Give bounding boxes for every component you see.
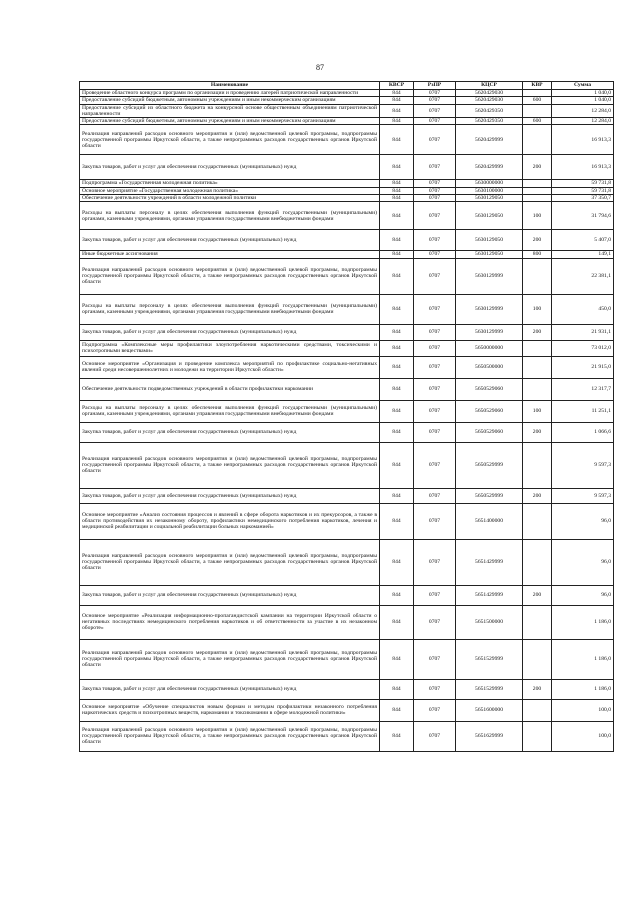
- cell-kcsr: 5630129050: [456, 230, 523, 251]
- cell-name: Основное мероприятие «Реализация информационно-пропагандистской кампании на территории Иркутской области о негативных последствиях немедицинского потребления наркотиков и об ответственности за участие в их незаконном обороте»: [80, 605, 380, 639]
- cell-name: Реализация направлений расходов основного мероприятия и (или) ведомственной целевой программы, подпрограммы государственной программы Иркутской области, а также непрограммных расходов государственных органов Иркутской области: [80, 721, 380, 751]
- table-row: [80, 294, 614, 324]
- cell-rzpr: 0707: [414, 294, 456, 324]
- cell-kcsr: 5651529999: [456, 639, 523, 679]
- cell-kvr: 200: [523, 422, 552, 442]
- table-row: [80, 639, 614, 679]
- cell-name: Расходы на выплаты персоналу в целях обеспечения выполнения функций государственными (муниципальными) органами, казенными учреждениями, органами управления государственными внебюджетными фондами: [80, 400, 380, 422]
- cell-sum: 22 381,1: [552, 258, 614, 294]
- cell-kvsr: 844: [380, 679, 414, 699]
- cell-rzpr: 0707: [414, 378, 456, 400]
- cell-name: Основное мероприятие «Организация и проведение комплекса мероприятий по профилактике социально-негативных явлений среди несовершеннолетних и молодежи на территории Иркутской области»: [80, 356, 380, 378]
- cell-kcsr: 5651629999: [456, 721, 523, 751]
- cell-kcsr: 5620429999: [456, 155, 523, 180]
- cell-kvsr: 844: [380, 340, 414, 356]
- cell-sum: 450,0: [552, 294, 614, 324]
- cell-kvsr: 844: [380, 155, 414, 180]
- cell-sum: 9 597,3: [552, 442, 614, 488]
- cell-rzpr: 0707: [414, 230, 456, 251]
- cell-name: Основное мероприятие «Государственная молодежная политика»: [80, 187, 380, 194]
- cell-kvsr: 844: [380, 585, 414, 605]
- cell-kvsr: 844: [380, 90, 414, 97]
- table-row: [80, 422, 614, 442]
- cell-sum: 12 284,0: [552, 118, 614, 125]
- cell-rzpr: 0707: [414, 180, 456, 187]
- cell-kvr: [523, 90, 552, 97]
- cell-kvr: 200: [523, 230, 552, 251]
- table-row: [80, 400, 614, 422]
- table-row: [80, 585, 614, 605]
- cell-sum: 96,0: [552, 539, 614, 585]
- cell-kvr: [523, 639, 552, 679]
- cell-sum: 149,1: [552, 251, 614, 258]
- table-row: [80, 356, 614, 378]
- cell-rzpr: 0707: [414, 721, 456, 751]
- cell-name: Предоставление субсидий бюджетным, автономным учреждениям и иным некоммерческим организациям: [80, 97, 380, 104]
- cell-kcsr: 5620429350: [456, 118, 523, 125]
- cell-kvr: [523, 605, 552, 639]
- table-row: [80, 90, 614, 97]
- cell-name: Закупка товаров, работ и услуг для обеспечения государственных (муниципальных) нужд: [80, 585, 380, 605]
- header-name: Наименование: [80, 82, 380, 90]
- cell-kcsr: 5650529060: [456, 400, 523, 422]
- cell-kvsr: 844: [380, 488, 414, 503]
- cell-kvr: 100: [523, 400, 552, 422]
- header-kvr: КВР: [523, 82, 552, 90]
- cell-sum: 12 317,7: [552, 378, 614, 400]
- cell-rzpr: 0707: [414, 324, 456, 340]
- cell-rzpr: 0707: [414, 104, 456, 118]
- cell-sum: 100,0: [552, 699, 614, 721]
- table-row: [80, 605, 614, 639]
- table-row: [80, 104, 614, 118]
- cell-rzpr: 0707: [414, 605, 456, 639]
- cell-sum: 1 186,0: [552, 639, 614, 679]
- cell-kcsr: 5651429999: [456, 585, 523, 605]
- header-rzpr: РзПР: [414, 82, 456, 90]
- cell-kcsr: 5651600000: [456, 699, 523, 721]
- cell-kcsr: 5630129999: [456, 324, 523, 340]
- cell-rzpr: 0707: [414, 679, 456, 699]
- cell-kcsr: 5650500000: [456, 356, 523, 378]
- table-header-row: [80, 82, 614, 90]
- cell-kvr: [523, 721, 552, 751]
- cell-kcsr: 5620429030: [456, 97, 523, 104]
- cell-kcsr: 5651429999: [456, 539, 523, 585]
- cell-name: Обеспечение деятельности учреждений в области молодежной политики: [80, 195, 380, 202]
- cell-kvr: 200: [523, 585, 552, 605]
- cell-kvr: [523, 104, 552, 118]
- cell-rzpr: 0707: [414, 155, 456, 180]
- cell-kvsr: 844: [380, 699, 414, 721]
- cell-kvsr: 844: [380, 605, 414, 639]
- cell-rzpr: 0707: [414, 118, 456, 125]
- cell-kvsr: 844: [380, 187, 414, 194]
- cell-kvr: [523, 503, 552, 539]
- cell-sum: 37 350,7: [552, 195, 614, 202]
- cell-kvr: [523, 258, 552, 294]
- cell-kvsr: 844: [380, 324, 414, 340]
- cell-rzpr: 0707: [414, 97, 456, 104]
- cell-kvr: [523, 180, 552, 187]
- cell-sum: 11 251,1: [552, 400, 614, 422]
- cell-kvsr: 844: [380, 378, 414, 400]
- cell-name: Расходы на выплаты персоналу в целях обеспечения выполнения функций государственными (муниципальными) органами, казенными учреждениями, органами управления государственными внебюджетными фондами: [80, 202, 380, 230]
- cell-name: Основное мероприятие «Анализ состояния процессов и явлений в сфере оборота наркотиков и их прекурсоров, а также в области противодействия их незаконному обороту, профилактики немедицинского потребления наркотиков, лечения и медицинской реабилитации и социальной реабилитации больных наркоманией»: [80, 503, 380, 539]
- cell-kvsr: 844: [380, 400, 414, 422]
- cell-rzpr: 0707: [414, 699, 456, 721]
- cell-rzpr: 0707: [414, 585, 456, 605]
- cell-kvr: [523, 378, 552, 400]
- cell-kcsr: 5651529999: [456, 679, 523, 699]
- cell-name: Подпрограмма «Государственная молодежная политика»: [80, 180, 380, 187]
- cell-rzpr: 0707: [414, 488, 456, 503]
- cell-rzpr: 0707: [414, 90, 456, 97]
- cell-rzpr: 0707: [414, 340, 456, 356]
- cell-kcsr: 5630100000: [456, 187, 523, 194]
- table-row: [80, 488, 614, 503]
- cell-kvr: 200: [523, 679, 552, 699]
- table-row: [80, 721, 614, 751]
- cell-name: Реализация направлений расходов основного мероприятия и (или) ведомственной целевой программы, подпрограммы государственной программы Иркутской области, а также непрограммных расходов государственных органов Иркутской области: [80, 639, 380, 679]
- cell-kvsr: 844: [380, 258, 414, 294]
- cell-name: Закупка товаров, работ и услуг для обеспечения государственных (муниципальных) нужд: [80, 679, 380, 699]
- table-row: [80, 202, 614, 230]
- table-row: [80, 539, 614, 585]
- cell-kvr: [523, 539, 552, 585]
- header-kcsr: КЦСР: [456, 82, 523, 90]
- cell-kcsr: 5630129999: [456, 258, 523, 294]
- cell-rzpr: 0707: [414, 503, 456, 539]
- cell-kcsr: 5650000000: [456, 340, 523, 356]
- cell-name: Реализация направлений расходов основного мероприятия и (или) ведомственной целевой программы, подпрограммы государственной программы Иркутской области, а также непрограммных расходов государственных органов Иркутской области: [80, 258, 380, 294]
- cell-name: Закупка товаров, работ и услуг для обеспечения государственных (муниципальных) нужд: [80, 422, 380, 442]
- cell-rzpr: 0707: [414, 539, 456, 585]
- cell-kvr: 800: [523, 251, 552, 258]
- cell-sum: 1 040,0: [552, 97, 614, 104]
- cell-rzpr: 0707: [414, 258, 456, 294]
- cell-sum: 100,0: [552, 721, 614, 751]
- cell-kvsr: 844: [380, 97, 414, 104]
- cell-sum: 1 040,0: [552, 90, 614, 97]
- cell-kcsr: 5651500000: [456, 605, 523, 639]
- cell-name: Реализация направлений расходов основного мероприятия и (или) ведомственной целевой программы, подпрограммы государственной программы Иркутской области, а также непрограммных расходов государственных органов Иркутской области: [80, 442, 380, 488]
- cell-kcsr: 5620429030: [456, 90, 523, 97]
- cell-kcsr: 5630129999: [456, 294, 523, 324]
- cell-kvsr: 844: [380, 503, 414, 539]
- cell-kvsr: 844: [380, 125, 414, 155]
- cell-rzpr: 0707: [414, 442, 456, 488]
- cell-name: Закупка товаров, работ и услуг для обеспечения государственных (муниципальных) нужд: [80, 230, 380, 251]
- cell-name: Иные бюджетные ассигнования: [80, 251, 380, 258]
- cell-name: Основное мероприятие «Обучение специалистов новым формам и методам профилактики незаконного потребления наркотических средств и психотропных веществ, наркомании и токсикомании в сфере молодежной политики»: [80, 699, 380, 721]
- cell-kvsr: 844: [380, 356, 414, 378]
- cell-kvsr: 844: [380, 251, 414, 258]
- table-row: [80, 324, 614, 340]
- table-row: [80, 195, 614, 202]
- header-sum: Сумма: [552, 82, 614, 90]
- cell-kvsr: 844: [380, 539, 414, 585]
- cell-kvr: [523, 356, 552, 378]
- cell-name: Предоставление субсидий бюджетным, автономным учреждениям и иным некоммерческим организациям: [80, 118, 380, 125]
- cell-kvr: 100: [523, 294, 552, 324]
- cell-kvr: [523, 340, 552, 356]
- cell-sum: 96,0: [552, 503, 614, 539]
- cell-name: Проведение областного конкурса программ по организации и проведению лагерей патриотической направленности: [80, 90, 380, 97]
- cell-sum: 16 913,3: [552, 125, 614, 155]
- table-row: [80, 699, 614, 721]
- cell-kvsr: 844: [380, 202, 414, 230]
- cell-sum: 21 931,1: [552, 324, 614, 340]
- page-number: 87: [316, 63, 324, 72]
- cell-rzpr: 0707: [414, 187, 456, 194]
- table-row: [80, 155, 614, 180]
- table-row: [80, 378, 614, 400]
- cell-kvsr: 844: [380, 294, 414, 324]
- cell-kvsr: 844: [380, 230, 414, 251]
- cell-sum: 12 284,0: [552, 104, 614, 118]
- cell-sum: 16 913,3: [552, 155, 614, 180]
- cell-name: Расходы на выплаты персоналу в целях обеспечения выполнения функций государственными (муниципальными) органами, казенными учреждениями, органами управления государственными внебюджетными фондами: [80, 294, 380, 324]
- table-body: [80, 90, 614, 752]
- cell-kcsr: 5651400000: [456, 503, 523, 539]
- cell-sum: 59 731,8: [552, 187, 614, 194]
- cell-rzpr: 0707: [414, 202, 456, 230]
- cell-kcsr: 5620429350: [456, 104, 523, 118]
- cell-kvr: 200: [523, 324, 552, 340]
- cell-rzpr: 0707: [414, 422, 456, 442]
- table-row: [80, 187, 614, 194]
- cell-rzpr: 0707: [414, 639, 456, 679]
- cell-kvr: [523, 125, 552, 155]
- cell-kvr: [523, 195, 552, 202]
- cell-kvr: [523, 442, 552, 488]
- cell-rzpr: 0707: [414, 125, 456, 155]
- cell-name: Закупка товаров, работ и услуг для обеспечения государственных (муниципальных) нужд: [80, 155, 380, 180]
- cell-sum: 21 915,0: [552, 356, 614, 378]
- cell-kvsr: 844: [380, 721, 414, 751]
- table-row: [80, 340, 614, 356]
- cell-kcsr: 5630129050: [456, 195, 523, 202]
- cell-kvsr: 844: [380, 104, 414, 118]
- table-row: [80, 125, 614, 155]
- table-row: [80, 180, 614, 187]
- cell-kvsr: 844: [380, 422, 414, 442]
- cell-kvr: 200: [523, 488, 552, 503]
- cell-sum: 1 066,6: [552, 422, 614, 442]
- cell-kcsr: 5630129050: [456, 202, 523, 230]
- cell-kcsr: 5650529999: [456, 442, 523, 488]
- cell-kvr: [523, 187, 552, 194]
- cell-kvr: [523, 699, 552, 721]
- table-row: [80, 258, 614, 294]
- cell-kvsr: 844: [380, 195, 414, 202]
- cell-name: Подпрограмма «Комплексные меры профилактики злоупотребления наркотическими средствами, токсическими и психотропными веществами»: [80, 340, 380, 356]
- header-kvsr: КВСР: [380, 82, 414, 90]
- cell-name: Закупка товаров, работ и услуг для обеспечения государственных (муниципальных) нужд: [80, 488, 380, 503]
- table-row: [80, 679, 614, 699]
- table-row: [80, 97, 614, 104]
- cell-kcsr: 5650529060: [456, 378, 523, 400]
- cell-name: Обеспечение деятельности подведомственных учреждений в области профилактики наркомании: [80, 378, 380, 400]
- cell-kvr: 600: [523, 97, 552, 104]
- cell-kvsr: 844: [380, 180, 414, 187]
- cell-name: Предоставление субсидий из областного бюджета на конкурсной основе общественным объединениям патриотической направленности: [80, 104, 380, 118]
- cell-sum: 31 794,6: [552, 202, 614, 230]
- table-row: [80, 118, 614, 125]
- cell-name: Реализация направлений расходов основного мероприятия и (или) ведомственной целевой программы, подпрограммы государственной программы Иркутской области, а также непрограммных расходов государственных органов Иркутской области: [80, 125, 380, 155]
- cell-sum: 1 186,0: [552, 679, 614, 699]
- cell-kvsr: 844: [380, 639, 414, 679]
- cell-sum: 5 407,0: [552, 230, 614, 251]
- cell-kvr: 200: [523, 155, 552, 180]
- cell-sum: 59 731,8: [552, 180, 614, 187]
- cell-sum: 96,0: [552, 585, 614, 605]
- cell-kcsr: 5630000000: [456, 180, 523, 187]
- cell-kcsr: 5620429999: [456, 125, 523, 155]
- cell-kvsr: 844: [380, 442, 414, 488]
- cell-rzpr: 0707: [414, 251, 456, 258]
- cell-sum: 9 597,3: [552, 488, 614, 503]
- cell-kvr: 600: [523, 118, 552, 125]
- cell-rzpr: 0707: [414, 195, 456, 202]
- cell-rzpr: 0707: [414, 356, 456, 378]
- cell-kcsr: 5650529999: [456, 488, 523, 503]
- table-row: [80, 442, 614, 488]
- cell-kcsr: 5630129050: [456, 251, 523, 258]
- cell-name: Закупка товаров, работ и услуг для обеспечения государственных (муниципальных) нужд: [80, 324, 380, 340]
- cell-name: Реализация направлений расходов основного мероприятия и (или) ведомственной целевой программы, подпрограммы государственной программы Иркутской области, а также непрограммных расходов государственных органов Иркутской области: [80, 539, 380, 585]
- cell-rzpr: 0707: [414, 400, 456, 422]
- cell-kvsr: 844: [380, 118, 414, 125]
- table-row: [80, 251, 614, 258]
- table-row: [80, 503, 614, 539]
- cell-kvr: 100: [523, 202, 552, 230]
- table-row: [80, 230, 614, 251]
- budget-table: [79, 81, 614, 752]
- cell-sum: 1 186,0: [552, 605, 614, 639]
- cell-sum: 73 012,0: [552, 340, 614, 356]
- cell-kcsr: 5650529060: [456, 422, 523, 442]
